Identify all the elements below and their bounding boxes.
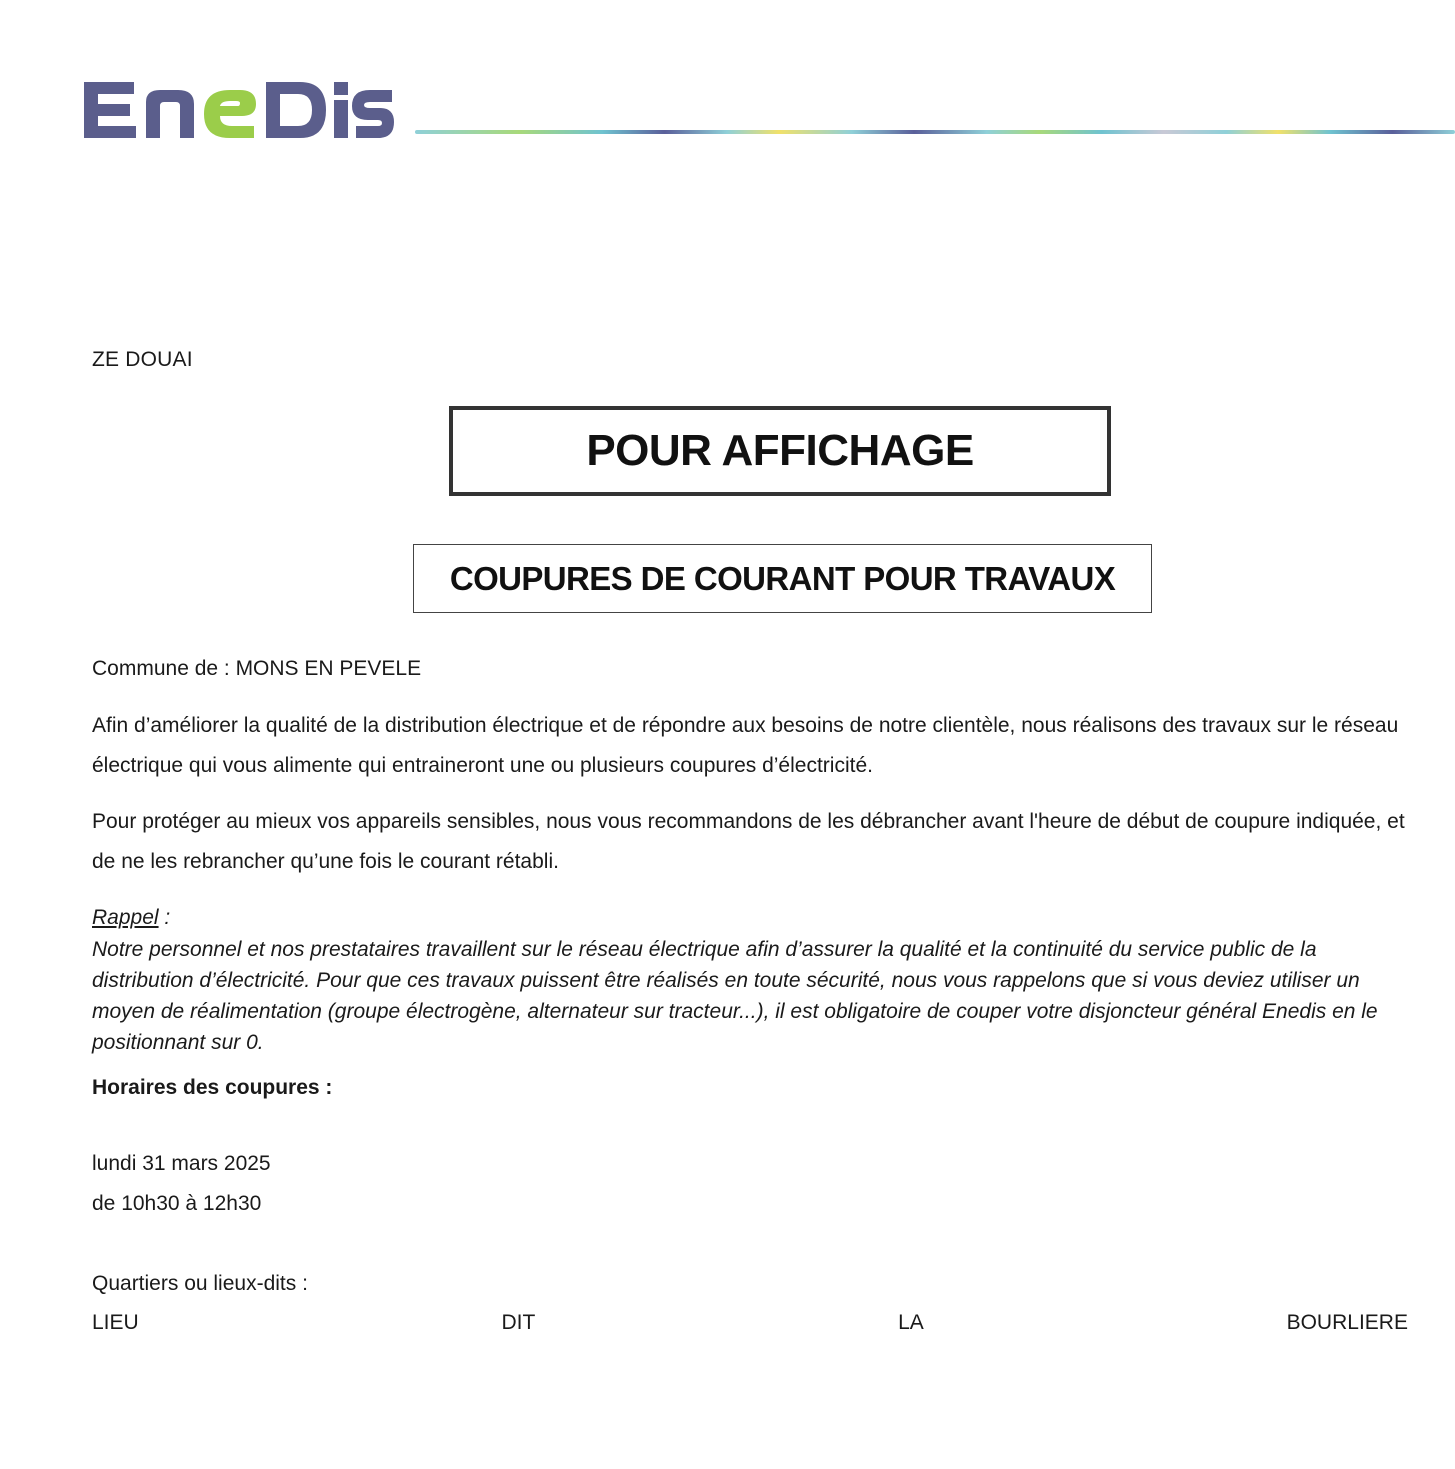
rappel-text: Notre personnel et nos prestataires travaillent sur le réseau électrique afin d’assurer la qualité et la continuité du service public de la distribution d’électricité. Pour que ces travaux puissent être réalisés en toute sécurité, nous vous rappelons que si vous deviez utiliser un moyen de réalimentation (groupe électrogène, alternateur sur tracteur...), il est obligatoire de couper votre disjoncteur général Enedis en le positionnant sur 0. xyxy=(92,938,1378,1054)
lieu-dit-line xyxy=(92,1311,1408,1335)
lieu-word: DIT xyxy=(501,1311,536,1334)
rappel-suffix: : xyxy=(158,906,171,929)
rappel-heading xyxy=(92,906,170,930)
rappel-label: Rappel xyxy=(92,906,159,929)
header-decorative-rule xyxy=(415,130,1455,134)
recommendation-paragraph: Pour protéger au mieux vos appareils sensibles, nous vous recommandons de les débrancher avant l'heure de début de coupure indiquée, et de ne les rebrancher qu’une fois le courant rétabli. xyxy=(92,810,1405,873)
commune-line: Commune de : MONS EN PEVELE xyxy=(92,657,422,680)
quartiers-heading: Quartiers ou lieux-dits : xyxy=(92,1272,308,1295)
lieu-word: LIEU xyxy=(92,1311,139,1334)
outage-time: de 10h30 à 12h30 xyxy=(92,1192,262,1215)
lieu-word: LA xyxy=(898,1311,924,1334)
intro-paragraph: Afin d’améliorer la qualité de la distribution électrique et de répondre aux besoins de notre clientèle, nous réalisons des travaux sur le réseau électrique qui vous alimente qui entraineront une ou plusieurs coupures d’électricité. xyxy=(92,714,1399,777)
outage-date: lundi 31 mars 2025 xyxy=(92,1152,271,1175)
horaires-heading: Horaires des coupures : xyxy=(92,1076,333,1099)
subtitle-text: COUPURES DE COURANT POUR TRAVAUX xyxy=(449,559,1116,597)
zone-label: ZE DOUAI xyxy=(92,348,193,371)
subtitle-box xyxy=(413,544,1152,613)
enedis-logo xyxy=(80,74,396,146)
title-box xyxy=(449,406,1111,496)
title-text: POUR AFFICHAGE xyxy=(586,426,974,475)
lieu-word: BOURLIERE xyxy=(1286,1311,1408,1334)
